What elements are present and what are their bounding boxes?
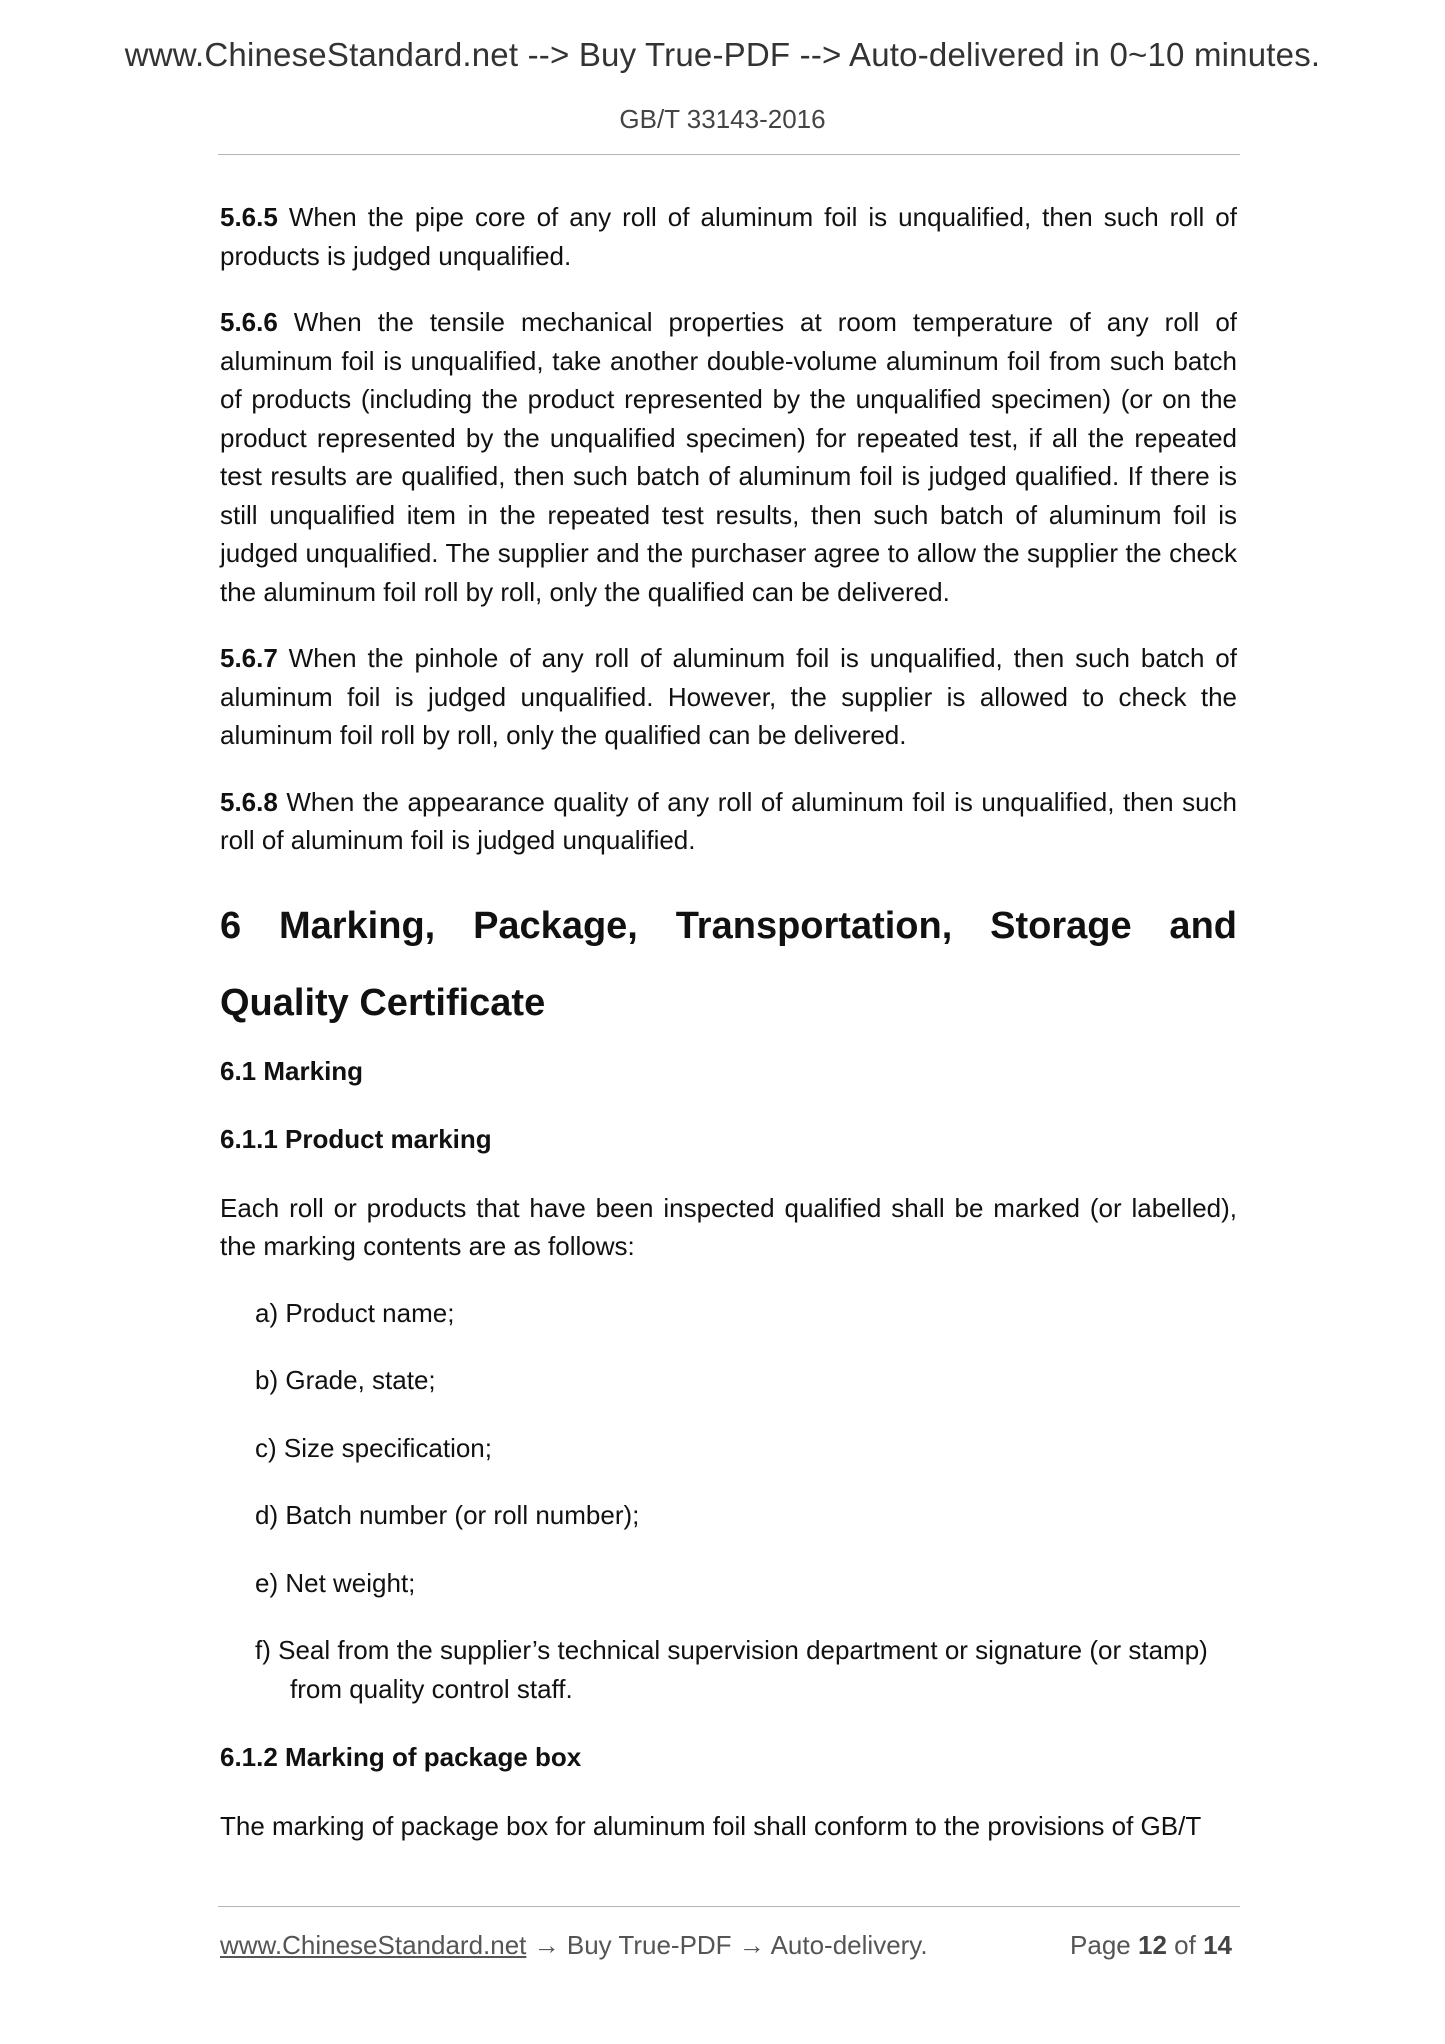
- section-6-heading: [220, 888, 1237, 1042]
- page-current: 12: [1138, 1930, 1167, 1960]
- list-item: e) Net weight;: [255, 1567, 416, 1598]
- page-total: 14: [1203, 1930, 1232, 1960]
- page-content: [220, 198, 1237, 1873]
- document-id: GB/T 33143-2016: [619, 104, 826, 134]
- list-item: d) Batch number (or roll number);: [255, 1500, 640, 1530]
- clause-number: 5.6.5: [220, 202, 278, 232]
- section-6-1-1-heading: 6.1.1 Product marking: [220, 1124, 492, 1154]
- header-divider: [218, 154, 1240, 155]
- clause-number: 5.6.7: [220, 643, 278, 673]
- clause-number: 5.6.8: [220, 786, 278, 817]
- page-indicator: [1070, 1930, 1232, 1961]
- footer-tagline: → Buy True-PDF → Auto-delivery.: [526, 1930, 928, 1960]
- list-item: b) Grade, state;: [255, 1365, 436, 1395]
- section-6-1-2-heading: 6.1.2 Marking of package box: [220, 1742, 582, 1772]
- of-label: of: [1174, 1930, 1196, 1960]
- section-6-1-heading: 6.1 Marking: [220, 1055, 364, 1086]
- footer-divider: [218, 1906, 1240, 1907]
- list-item: f) Seal from the supplier’s technical supervision department or signature (or stamp) from quality control staff.: [255, 1635, 1208, 1704]
- clause-5-6-8: [220, 783, 1237, 860]
- section-6-heading-line1: 6 Marking, Package, Transportation, Storage and: [220, 904, 1237, 947]
- page-label: Page: [1070, 1930, 1131, 1960]
- clause-5-6-5: [220, 198, 1237, 275]
- marking-contents-list: [220, 1294, 1237, 1709]
- footer-site-link[interactable]: www.ChineseStandard.net: [220, 1930, 527, 1960]
- marking-intro: Each roll or products that have been inspected qualified shall be marked (or labelled), the marking contents are as follows:: [220, 1192, 1237, 1261]
- site-banner: www.ChineseStandard.net --> Buy True-PDF --> Auto-delivered in 0~10 minutes.: [124, 36, 1321, 73]
- section-6-heading-line2: Quality Certificate: [220, 981, 546, 1024]
- package-box-text: The marking of package box for aluminum foil shall conform to the provisions of GB/T: [220, 1810, 1202, 1841]
- clause-5-6-7: [220, 639, 1237, 755]
- clause-5-6-6: [220, 303, 1237, 611]
- list-item: a) Product name;: [255, 1297, 455, 1328]
- clause-text: When the tensile mechanical properties at room temperature of any roll of aluminum foil is unqualified, take another double-volume aluminum foil from such batch of products (including the product represented by the unqualified specimen) (or on the product represented by the unqualified specimen) for repeated test, if all the repeated test results are qualified, then such batch of aluminum foil is judged qualified. If there is still unqualified item in the repeated test results, then such batch of aluminum foil is judged unqualified. The supplier and the purchaser agree to allow the supplier the check the aluminum foil roll by roll, only the qualified can be delivered.: [220, 307, 1237, 607]
- clause-text: When the pinhole of any roll of aluminum foil is unqualified, then such batch of aluminum foil is judged unqualified. However, the supplier is allowed to check the aluminum foil roll by roll, only the qualified can be delivered.: [220, 643, 1237, 750]
- list-item: c) Size specification;: [255, 1432, 492, 1463]
- clause-text: When the pipe core of any roll of aluminum foil is unqualified, then such roll of products is judged unqualified.: [220, 202, 1237, 271]
- clause-text: When the appearance quality of any roll of aluminum foil is unqualified, then such roll of aluminum foil is judged unqualified.: [220, 786, 1237, 855]
- clause-number: 5.6.6: [220, 307, 278, 337]
- page-footer: [220, 1930, 1232, 1961]
